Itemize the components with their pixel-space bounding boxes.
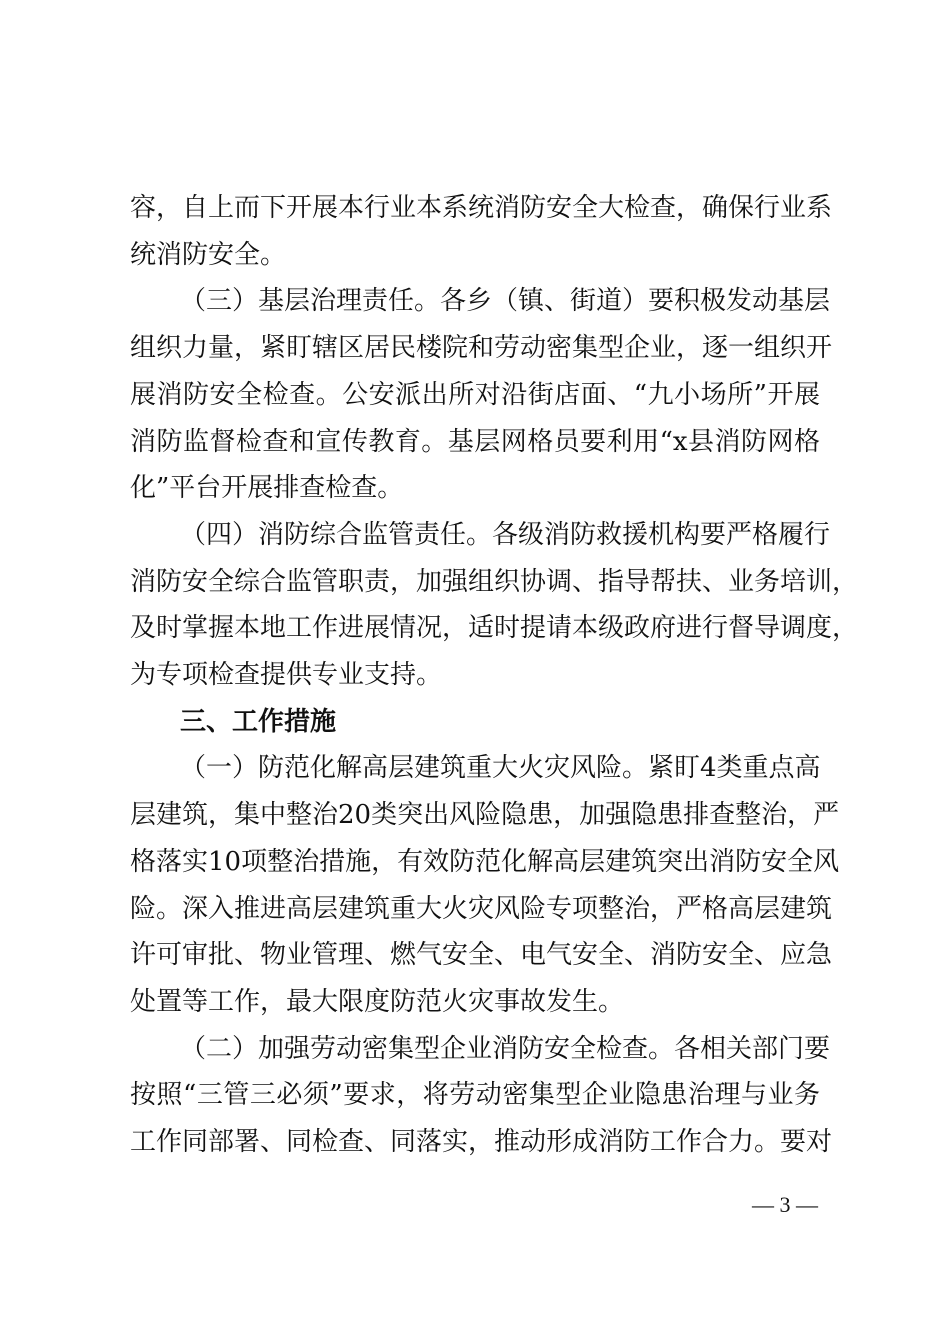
text-line — [0, 795, 950, 835]
text-line — [0, 889, 950, 929]
text-line — [0, 608, 950, 648]
text-line — [0, 468, 950, 508]
text-line-content: （二）加强劳动密集型企业消防安全检查。各相关部门要 — [180, 1034, 831, 1064]
text-line-content: 工作同部署、同检查、同落实，推动形成消防工作合力。要对 — [130, 1127, 833, 1157]
text-line-content: 许可审批、物业管理、燃气安全、电气安全、消防安全、应急 — [130, 940, 833, 970]
text-line-content: 按照“三管三必须”要求，将劳动密集型企业隐患治理与业务 — [130, 1080, 820, 1110]
text-line — [0, 375, 950, 415]
text-line — [0, 655, 950, 695]
text-line-content: 化”平台开展排查检查。 — [130, 473, 404, 503]
page-number — [0, 1190, 950, 1220]
text-line-content: 消防监督检查和宣传教育。基层网格员要利用“x县消防网格 — [130, 427, 820, 457]
text-line — [0, 748, 950, 788]
text-line — [0, 328, 950, 368]
text-line-content: 层建筑，集中整治20类突出风险隐患，加强隐患排查整治，严 — [130, 800, 840, 830]
text-line-content: 处置等工作，最大限度防范火灾事故发生。 — [130, 987, 625, 1017]
text-line-content: 统消防安全。 — [130, 240, 287, 270]
text-line — [0, 1075, 950, 1115]
text-line — [0, 515, 950, 555]
text-line-content: 组织力量，紧盯辖区居民楼院和劳动密集型企业，逐一组织开 — [130, 333, 833, 363]
text-line-content: 及时掌握本地工作进展情况，适时提请本级政府进行督导调度， — [130, 613, 859, 643]
text-line-content: 格落实10项整治措施，有效防范化解高层建筑突出消防安全风 — [130, 847, 840, 877]
text-line-content: 展消防安全检查。公安派出所对沿街店面、“九小场所”开展 — [130, 380, 820, 410]
text-line — [0, 281, 950, 321]
text-line — [0, 562, 950, 602]
text-line — [0, 188, 950, 228]
text-line-content: 三、工作措施 — [180, 707, 337, 737]
text-line — [0, 935, 950, 975]
section-heading — [0, 702, 950, 742]
text-line — [0, 982, 950, 1022]
text-line — [0, 1029, 950, 1069]
text-line — [0, 842, 950, 882]
text-line-content: 消防安全综合监管职责，加强组织协调、指导帮扶、业务培训， — [130, 567, 859, 597]
text-line-content: 险。深入推进高层建筑重大火灾风险专项整治，严格高层建筑 — [130, 894, 833, 924]
page-number-text: — 3 — — [752, 1192, 818, 1217]
text-line-content: 为专项检查提供专业支持。 — [130, 660, 443, 690]
text-line — [0, 1122, 950, 1162]
text-line-content: （三）基层治理责任。各乡（镇、街道）要积极发动基层 — [180, 286, 831, 316]
text-line-content: 容，自上而下开展本行业本系统消防安全大检查，确保行业系 — [130, 193, 833, 223]
text-line-content: （四）消防综合监管责任。各级消防救援机构要严格履行 — [180, 520, 831, 550]
text-line — [0, 235, 950, 275]
text-line-content: （一）防范化解高层建筑重大火灾风险。紧盯4类重点高 — [180, 753, 821, 783]
text-line — [0, 422, 950, 462]
